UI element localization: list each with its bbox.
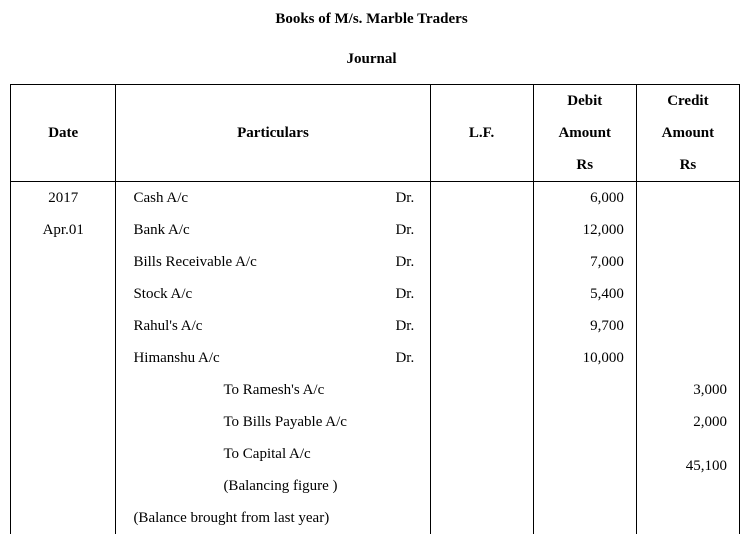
particulars-cell [116,342,430,374]
lf-cell [430,214,533,246]
date-cell [11,406,116,438]
lf-cell [430,438,533,502]
date-cell [11,310,116,342]
debit-header-line-1: Debit [567,93,603,109]
table-row [11,182,740,215]
dr-marker: Dr. [395,190,415,206]
particulars-cell [116,182,430,215]
date-cell [11,438,116,502]
credit-amount: 45,100 [636,438,739,502]
lf-cell [430,502,533,534]
lf-cell [430,374,533,406]
debit-amount: 9,700 [533,310,636,342]
debit-amount: 12,000 [533,214,636,246]
dr-marker: Dr. [395,254,415,270]
lf-column-header: L.F. [430,85,533,182]
particulars-cell [116,438,430,502]
credit-account-note: (Balancing figure ) [223,478,338,494]
date-cell [11,502,116,534]
date-day: Apr.01 [11,214,116,246]
credit-amount [636,502,739,534]
lf-cell [430,342,533,374]
date-cell [11,342,116,374]
date-cell [11,374,116,406]
date-cell [11,246,116,278]
table-row [11,438,740,502]
narration: (Balance brought from last year) [116,502,430,534]
dr-marker: Dr. [395,350,415,366]
debit-amount: 5,400 [533,278,636,310]
debit-amount [533,502,636,534]
debit-account: Himanshu A/c [133,350,220,366]
table-row [11,502,740,534]
particulars-cell [116,278,430,310]
lf-cell [430,182,533,215]
credit-amount [636,342,739,374]
credit-amount [636,214,739,246]
credit-amount: 2,000 [636,406,739,438]
credit-column-header [636,85,739,182]
credit-header-line-1: Credit [667,93,709,109]
credit-header-line-3: Rs [679,157,697,173]
table-row [11,342,740,374]
document-subtitle: Journal [346,51,397,67]
table-row [11,246,740,278]
particulars-cell [116,214,430,246]
lf-cell [430,278,533,310]
debit-account: Bank A/c [133,222,190,238]
debit-account: Rahul's A/c [133,318,203,334]
debit-column-header [533,85,636,182]
credit-amount [636,278,739,310]
document-title: Books of M/s. Marble Traders [275,11,468,27]
particulars-column-header: Particulars [116,85,430,182]
date-cell [11,278,116,310]
debit-amount [533,374,636,406]
debit-account: Bills Receivable A/c [133,254,257,270]
dr-marker: Dr. [395,222,415,238]
debit-header-line-3: Rs [576,157,594,173]
credit-account: To Bills Payable A/c [116,406,430,438]
table-row [11,374,740,406]
debit-amount: 10,000 [533,342,636,374]
credit-account: To Capital A/c [223,446,311,462]
credit-amount [636,182,739,215]
table-header-row [11,85,740,182]
particulars-cell [116,310,430,342]
debit-account: Stock A/c [133,286,193,302]
debit-amount: 7,000 [533,246,636,278]
credit-account: To Ramesh's A/c [116,374,430,406]
debit-amount [533,406,636,438]
credit-header-line-2: Amount [661,125,715,141]
lf-cell [430,406,533,438]
debit-account: Cash A/c [133,190,189,206]
dr-marker: Dr. [395,318,415,334]
particulars-cell [116,246,430,278]
date-year: 2017 [11,182,116,215]
table-row [11,214,740,246]
credit-amount: 3,000 [636,374,739,406]
journal-table [10,84,740,534]
lf-cell [430,246,533,278]
debit-amount: 6,000 [533,182,636,215]
lf-cell [430,310,533,342]
credit-amount [636,246,739,278]
debit-amount [533,438,636,502]
credit-amount [636,310,739,342]
table-row [11,310,740,342]
date-column-header: Date [11,85,116,182]
dr-marker: Dr. [395,286,415,302]
table-row [11,406,740,438]
table-row [11,278,740,310]
debit-header-line-2: Amount [558,125,611,141]
